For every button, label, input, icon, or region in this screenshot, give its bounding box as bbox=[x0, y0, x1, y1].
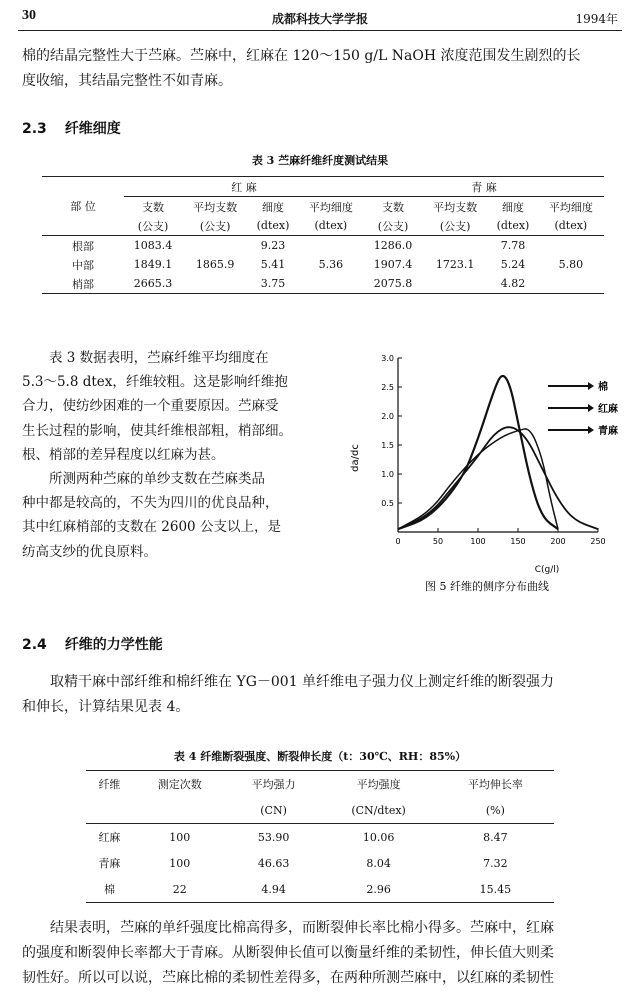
text-line: 合力，使纺纱困难的一个重要原因。苎麻受 bbox=[22, 398, 279, 415]
table-cell: 10.06 bbox=[362, 830, 395, 844]
text-line: 5.3～5.8 dtex，纤维较粗。这是影响纤维抱 bbox=[22, 374, 288, 391]
text-line: 韧性好。所以可以说，苎麻比棉的柔韧性差得多，在两种所测苎麻中，以红麻的柔韧性 bbox=[22, 970, 554, 986]
table-row bbox=[42, 274, 604, 294]
table-cell: 1907.4 bbox=[373, 258, 413, 271]
result-paragraph bbox=[22, 916, 626, 991]
table3-unit: (dtex) bbox=[256, 219, 290, 232]
table3-header: 支数 bbox=[142, 200, 164, 214]
table3-unit: (公支) bbox=[199, 219, 231, 233]
y-tick-label: 0.5 bbox=[381, 499, 394, 508]
legend-label: 红麻 bbox=[598, 404, 618, 415]
table-cell: 7.32 bbox=[483, 856, 508, 870]
table-cell: 100 bbox=[169, 830, 191, 844]
x-tick-label: 0 bbox=[395, 537, 401, 546]
table3-header: 支数 bbox=[381, 200, 404, 214]
table4-unit: (CN) bbox=[260, 803, 287, 817]
table4 bbox=[86, 770, 554, 903]
table-cell: 53.90 bbox=[257, 830, 290, 844]
table3-unit: (dtex) bbox=[554, 219, 588, 232]
y-tick-label: 2.5 bbox=[381, 383, 394, 392]
text-line: 取精干麻中部纤维和棉纤维在 YG－001 单纤维电子强力仪上测定纤维的断裂强力 bbox=[50, 674, 555, 690]
table-cell: 46.63 bbox=[257, 856, 290, 870]
page-header bbox=[0, 8, 640, 30]
table3-col-part: 部 位 bbox=[70, 200, 96, 213]
table-cell: 7.78 bbox=[500, 239, 526, 252]
table4-unit: (%) bbox=[485, 803, 505, 817]
table-row bbox=[42, 236, 604, 256]
table-row bbox=[86, 876, 554, 903]
legend-label: 棉 bbox=[598, 382, 608, 393]
table-row bbox=[42, 255, 604, 274]
table-cell bbox=[422, 274, 488, 294]
table3-group-green: 青 麻 bbox=[364, 177, 604, 197]
table4-header: 纤维 bbox=[98, 778, 121, 791]
table3-header: 细度 bbox=[262, 200, 284, 214]
table3-unit: (公支) bbox=[377, 219, 409, 233]
table3-header: 平均细度 bbox=[308, 200, 353, 214]
text-line: 棉的结晶完整性大于苎麻。苎麻中，红麻在 120～150 g/L NaOH 浓度范围发生剧烈的长 bbox=[22, 48, 581, 64]
table-cell bbox=[538, 274, 604, 294]
legend-arrow-icon bbox=[588, 404, 594, 412]
table4-header: 平均伸长率 bbox=[467, 778, 523, 791]
table-row bbox=[86, 850, 554, 876]
figure5-chart bbox=[342, 346, 632, 598]
legend-arrow-icon bbox=[588, 382, 594, 390]
table-cell: 1865.9 bbox=[195, 258, 235, 271]
table-cell: 5.36 bbox=[318, 258, 344, 271]
table4-header: 平均强力 bbox=[251, 778, 296, 791]
header-rule bbox=[18, 30, 622, 31]
table3-header: 平均支数 bbox=[193, 200, 238, 214]
table-cell bbox=[298, 274, 364, 294]
table-cell: 1849.1 bbox=[133, 258, 173, 271]
table-cell: 15.45 bbox=[479, 882, 512, 896]
table-cell: 3.75 bbox=[260, 277, 286, 290]
legend-label: 青麻 bbox=[598, 426, 618, 437]
table3-part: 梢部 bbox=[72, 277, 94, 291]
text-line: 结果表明，苎麻的单纤强度比棉高得多，而断裂伸长率比棉小得多。苎麻中，红麻 bbox=[50, 920, 554, 936]
table-cell: 5.80 bbox=[558, 258, 584, 271]
table4-header: 平均强度 bbox=[356, 778, 401, 791]
table3-discussion bbox=[22, 346, 322, 564]
text-line: 和伸长，计算结果见表 4。 bbox=[22, 699, 190, 715]
table-cell bbox=[182, 236, 248, 256]
text-line: 根、梢部的差异程度以红麻为甚。 bbox=[22, 446, 225, 463]
table-cell: 2075.8 bbox=[373, 277, 413, 290]
table3-header: 平均支数 bbox=[433, 200, 478, 214]
text-line: 的强度和断裂伸长率都大于青麻。从断裂伸长值可以衡量纤维的柔韧性，伸长值大则柔 bbox=[22, 945, 554, 961]
table-cell: 5.24 bbox=[500, 258, 526, 271]
x-tick-label: 150 bbox=[510, 537, 526, 546]
table3-header: 细度 bbox=[501, 200, 524, 214]
x-tick-label: 50 bbox=[432, 537, 444, 546]
section-heading bbox=[22, 634, 163, 654]
table-cell: 22 bbox=[172, 882, 187, 896]
table4-caption: 表 4 纤维断裂强度、断裂伸长度（t：30℃、RH：85%） bbox=[173, 750, 467, 763]
table-cell: 5.41 bbox=[260, 258, 286, 271]
section-number: 2.4 bbox=[22, 637, 47, 653]
section-number: 2.3 bbox=[22, 121, 47, 137]
x-tick-label: 200 bbox=[550, 537, 566, 546]
table-cell: 8.47 bbox=[483, 830, 508, 844]
table3-part: 根部 bbox=[72, 239, 94, 253]
table4-unit bbox=[86, 797, 133, 824]
table-cell bbox=[298, 236, 364, 256]
table-row bbox=[86, 824, 554, 851]
section-heading bbox=[22, 118, 121, 138]
page-number: 30 bbox=[22, 8, 36, 23]
table3 bbox=[42, 176, 604, 294]
table-cell: 棉 bbox=[103, 883, 115, 896]
figure5-caption: 图 5 纤维的侧序分布曲线 bbox=[425, 580, 549, 593]
text-line: 度收缩，其结晶完整性不如青麻。 bbox=[22, 73, 232, 89]
table-cell: 1723.1 bbox=[435, 258, 475, 271]
journal-year: 1994年 bbox=[575, 12, 618, 26]
mech-paragraph bbox=[22, 670, 626, 720]
chart-ylabel: da/dc bbox=[350, 444, 361, 472]
table-cell: 2665.3 bbox=[133, 277, 173, 290]
y-tick-label: 3.0 bbox=[381, 354, 394, 363]
table3-group-red: 红 麻 bbox=[124, 177, 364, 197]
table3-header: 平均细度 bbox=[548, 200, 593, 214]
table-cell bbox=[538, 236, 604, 256]
table-cell bbox=[182, 274, 248, 294]
table-cell: 1083.4 bbox=[133, 239, 173, 252]
table3-unit: (公支) bbox=[439, 219, 471, 233]
section-title: 纤维的力学性能 bbox=[64, 637, 163, 653]
table-cell: 青麻 bbox=[98, 857, 121, 870]
text-line: 纺高支纱的优良原料。 bbox=[22, 543, 157, 560]
y-tick-label: 1.0 bbox=[381, 470, 394, 479]
table-cell: 4.94 bbox=[261, 882, 286, 896]
table-cell bbox=[422, 236, 488, 256]
text-line: 种中都是较高的，不失为四川的优良品种， bbox=[22, 495, 279, 512]
text-line: 表 3 数据表明，苎麻纤维平均细度在 bbox=[49, 350, 269, 366]
table-cell: 2.96 bbox=[366, 882, 391, 896]
table-cell: 100 bbox=[169, 856, 191, 870]
y-tick-label: 1.5 bbox=[381, 441, 394, 450]
table-cell: 8.04 bbox=[366, 856, 391, 870]
table-cell: 1286.0 bbox=[373, 239, 413, 252]
y-tick-label: 2.0 bbox=[381, 412, 394, 421]
series-line-3 bbox=[398, 429, 558, 529]
chart-xlabel: C(g/l) bbox=[534, 565, 560, 575]
table4-unit: (CN/dtex) bbox=[351, 803, 406, 817]
table3-caption: 表 3 苎麻纤维纤度测试结果 bbox=[251, 154, 389, 167]
table4-unit bbox=[133, 797, 227, 824]
legend-arrow-icon bbox=[588, 426, 594, 434]
table-cell: 9.23 bbox=[260, 239, 286, 252]
section-title: 纤维细度 bbox=[64, 121, 121, 137]
table3-part: 中部 bbox=[72, 258, 94, 272]
table3-unit: (dtex) bbox=[314, 219, 348, 232]
text-line: 其中红麻梢部的支数在 2600 公支以上，是 bbox=[22, 519, 281, 536]
text-line: 所测两种苎麻的单纱支数在苎麻类品 bbox=[49, 471, 265, 488]
series-line-2 bbox=[398, 427, 598, 529]
intro-paragraph bbox=[22, 44, 626, 94]
table3-unit: (dtex) bbox=[496, 219, 530, 232]
table4-header: 测定次数 bbox=[157, 778, 202, 791]
table-cell: 4.82 bbox=[500, 277, 526, 290]
journal-title: 成都科技大学学报 bbox=[271, 12, 368, 26]
table-cell: 红麻 bbox=[98, 831, 121, 844]
table3-unit: (公支) bbox=[137, 219, 169, 233]
text-line: 生长过程的影响，使其纤维根部粗，梢部细。 bbox=[22, 422, 292, 439]
x-tick-label: 100 bbox=[470, 537, 486, 546]
x-tick-label: 250 bbox=[590, 537, 606, 546]
